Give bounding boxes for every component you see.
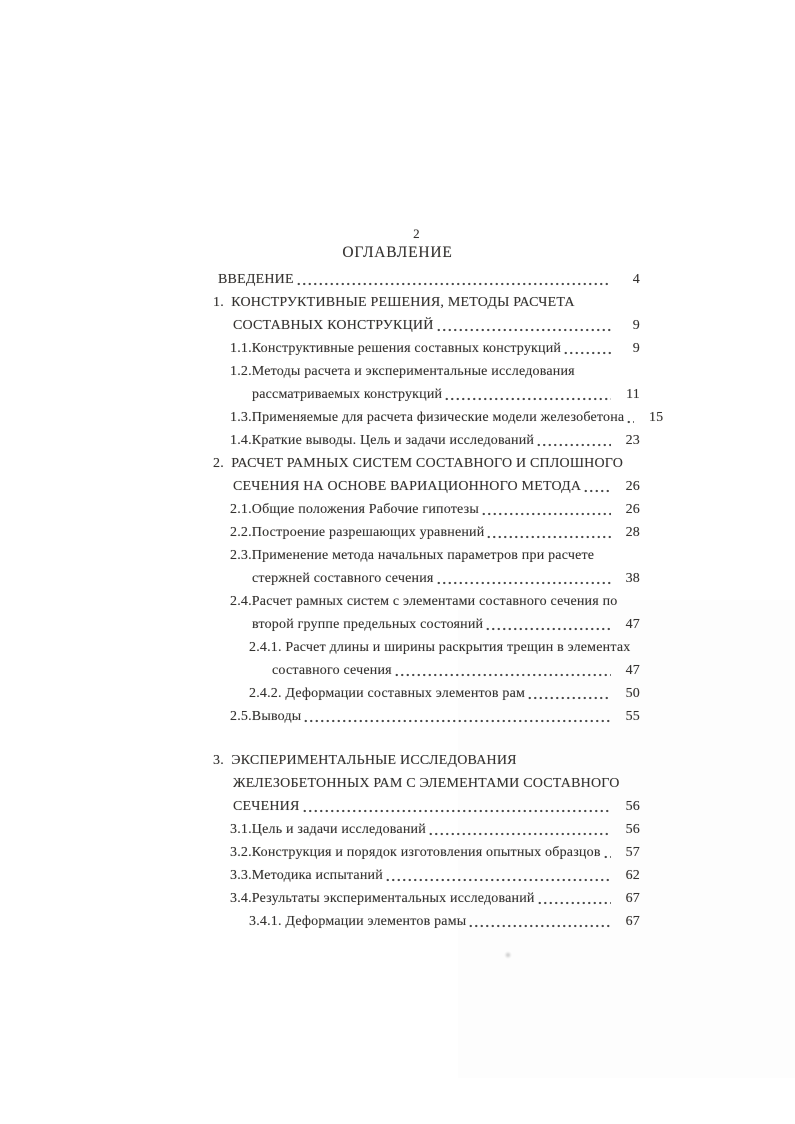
toc-page-number: 11 xyxy=(626,387,640,402)
toc-entry-text: 3.1.Цель и задачи исследований xyxy=(230,822,426,837)
toc-page-number: 26 xyxy=(625,479,640,494)
toc-line xyxy=(213,429,640,452)
toc-entry-text: 3.2.Конструкция и порядок изготовления опытных образцов xyxy=(230,845,601,860)
page-number: 2 xyxy=(413,226,420,241)
toc-page-number: 62 xyxy=(625,868,640,883)
toc-entry-text: 1.1.Конструктивные решения составных конструкций xyxy=(230,341,562,356)
toc-entry-text: 3.4.Результаты экспериментальных исследований xyxy=(230,891,535,906)
toc-line xyxy=(213,887,640,910)
toc-entry-text: 2.4.2. Деформации составных элементов рам xyxy=(249,686,526,701)
toc-entry-text: 2. РАСЧЕТ РАМНЫХ СИСТЕМ СОСТАВНОГО И СПЛОШНОГО xyxy=(213,456,624,471)
dot-leader xyxy=(537,901,611,905)
toc-line xyxy=(213,498,640,521)
toc-line xyxy=(213,749,640,772)
toc-line xyxy=(213,772,640,795)
toc-page-number: 4 xyxy=(632,272,640,287)
toc-entry-text: 3.4.1. Деформации элементов рамы xyxy=(249,914,467,929)
dot-leader xyxy=(603,855,611,859)
toc-line xyxy=(213,705,640,728)
toc-entry-text: СЕЧЕНИЯ xyxy=(233,799,300,814)
toc-line xyxy=(213,521,640,544)
toc-page-number: 9 xyxy=(632,341,640,356)
toc-line xyxy=(213,818,640,841)
toc-line xyxy=(213,314,640,337)
toc-page-number: 56 xyxy=(625,799,640,814)
toc-page-number: 26 xyxy=(625,502,640,517)
toc-page-number: 38 xyxy=(625,571,640,586)
dot-leader xyxy=(485,627,611,631)
dot-leader xyxy=(626,420,634,424)
toc-entry-text: 2.5.Выводы xyxy=(230,709,302,724)
dot-leader xyxy=(436,581,611,585)
dot-leader xyxy=(563,351,611,355)
toc-line xyxy=(213,383,640,406)
toc-line xyxy=(213,291,640,314)
toc-line xyxy=(213,475,640,498)
toc-entry-text: 2.1.Общие положения Рабочие гипотезы xyxy=(230,502,479,517)
dot-leader xyxy=(481,512,611,516)
dot-leader xyxy=(436,328,611,332)
toc-line xyxy=(213,567,640,590)
toc-page-number: 47 xyxy=(625,663,640,678)
toc-entry-text: 1.4.Краткие выводы. Цель и задачи исследований xyxy=(230,433,535,448)
toc-entry-text: 3.3.Методика испытаний xyxy=(230,868,383,883)
toc-entry-text: ВВЕДЕНИЕ xyxy=(218,272,294,287)
toc-line xyxy=(213,841,640,864)
toc-page-number: 47 xyxy=(625,617,640,632)
dot-leader xyxy=(583,489,611,493)
toc-page-number: 50 xyxy=(625,686,640,701)
toc-line xyxy=(213,613,640,636)
toc-line xyxy=(213,659,640,682)
toc-line xyxy=(213,682,640,705)
dot-leader xyxy=(302,809,612,813)
dot-leader xyxy=(296,282,611,286)
toc-entry-text: составного сечения xyxy=(272,663,392,678)
dot-leader xyxy=(536,443,611,447)
toc-line xyxy=(213,406,664,429)
toc-page-number: 23 xyxy=(625,433,640,448)
toc-entry-text: второй группе предельных состояний xyxy=(252,617,484,632)
dot-leader xyxy=(444,397,611,401)
toc-line xyxy=(213,268,640,291)
toc-page-number: 55 xyxy=(625,709,640,724)
dot-leader xyxy=(527,696,611,700)
toc-page-number: 15 xyxy=(648,410,664,425)
dot-leader xyxy=(486,535,611,539)
toc-list xyxy=(213,268,664,933)
toc-line xyxy=(213,590,640,613)
toc-entry-text: 1. КОНСТРУКТИВНЫЕ РЕШЕНИЯ, МЕТОДЫ РАСЧЕТА xyxy=(213,295,575,310)
toc-page-number: 57 xyxy=(625,845,640,860)
toc-page-number: 67 xyxy=(625,914,640,929)
toc-entry-text: рассматриваемых конструкций xyxy=(252,387,443,402)
dot-leader xyxy=(303,719,611,723)
toc-entry-text: стержней составного сечения xyxy=(252,571,434,586)
toc-page-number: 9 xyxy=(632,318,640,333)
dot-leader xyxy=(394,673,611,677)
toc-line xyxy=(213,337,640,360)
toc-entry-text: СЕЧЕНИЯ НА ОСНОВЕ ВАРИАЦИОННОГО МЕТОДА xyxy=(233,479,582,494)
toc-entry-text: ЖЕЛЕЗОБЕТОННЫХ РАМ С ЭЛЕМЕНТАМИ СОСТАВНОГО xyxy=(233,776,620,791)
dot-leader xyxy=(385,878,611,882)
toc-entry-text: 2.2.Построение разрешающих уравнений xyxy=(230,525,485,540)
toc-entry-text: 3. ЭКСПЕРИМЕНТАЛЬНЫЕ ИССЛЕДОВАНИЯ xyxy=(213,753,517,768)
toc-entry-text: 2.3.Применение метода начальных параметров при расчете xyxy=(230,548,595,563)
toc-line xyxy=(213,360,640,383)
toc-line xyxy=(213,864,640,887)
toc-entry-text: 2.4.1. Расчет длины и ширины раскрытия трещин в элементах xyxy=(249,640,631,655)
toc-entry-text: 2.4.Расчет рамных систем с элементами составного сечения по xyxy=(230,594,618,609)
toc-page-number: 28 xyxy=(625,525,640,540)
dot-leader xyxy=(468,924,611,928)
toc-line xyxy=(213,795,640,818)
scan-speck-artifact xyxy=(503,951,513,959)
toc-line xyxy=(213,452,640,475)
toc-line xyxy=(213,636,640,659)
toc-page-number: 56 xyxy=(625,822,640,837)
toc-entry-text: СОСТАВНЫХ КОНСТРУКЦИЙ xyxy=(233,318,434,333)
toc-entry-text: 1.3.Применяемые для расчета физические модели железобетона xyxy=(230,410,625,425)
toc-line xyxy=(213,910,640,933)
dot-leader xyxy=(428,832,611,836)
toc-entry-text: 1.2.Методы расчета и экспериментальные исследования xyxy=(230,364,575,379)
toc-page-number: 67 xyxy=(625,891,640,906)
page-title: ОГЛАВЛЕНИЕ xyxy=(342,244,453,261)
toc-line xyxy=(213,544,640,567)
